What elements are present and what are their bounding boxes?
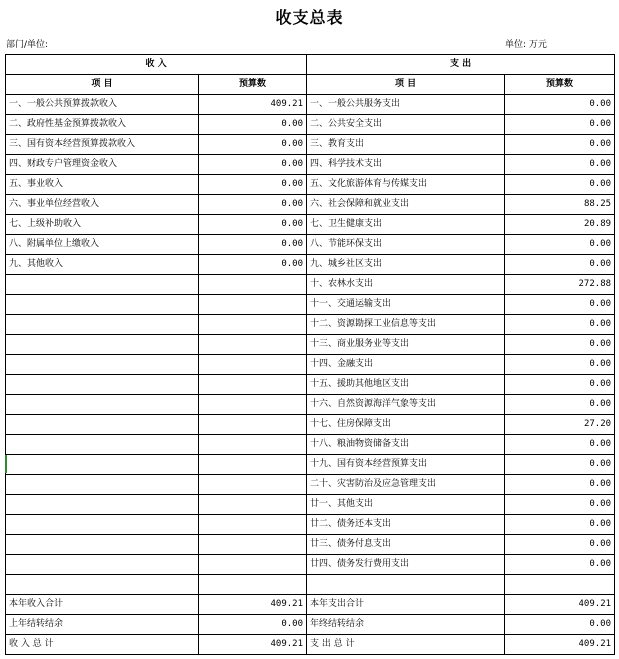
income-value-cell (199, 475, 307, 495)
expense-value-cell: 0.00 (505, 155, 615, 175)
expense-item-cell: 六、社会保障和就业支出 (307, 195, 505, 215)
table-row (6, 395, 615, 415)
income-item-cell (6, 495, 199, 515)
expense-value-cell: 0.00 (505, 335, 615, 355)
expense-item-cell: 廿四、债务发行费用支出 (307, 555, 505, 575)
income-item-cell (6, 555, 199, 575)
income-value-cell (199, 395, 307, 415)
expense-value-cell: 0.00 (505, 395, 615, 415)
income-value-cell (199, 415, 307, 435)
table-row (6, 535, 615, 555)
table-row (6, 515, 615, 535)
expense-value-cell: 0.00 (505, 435, 615, 455)
table-row (6, 435, 615, 455)
income-value-cell (199, 535, 307, 555)
expense-value-cell: 20.89 (505, 215, 615, 235)
income-value-cell (199, 455, 307, 475)
table-row (6, 555, 615, 575)
expense-value-cell: 0.00 (505, 315, 615, 335)
table-row (6, 455, 615, 475)
expense-value-cell: 409.21 (505, 635, 615, 655)
expense-value-cell: 0.00 (505, 535, 615, 555)
income-budget-header: 预算数 (199, 75, 307, 95)
table-row (6, 235, 615, 255)
income-value-cell: 409.21 (199, 635, 307, 655)
table-row (6, 195, 615, 215)
expense-value-cell: 0.00 (505, 115, 615, 135)
income-section-header: 收 入 (6, 55, 307, 75)
cell-selection-marker (5, 455, 7, 473)
expense-value-cell: 0.00 (505, 475, 615, 495)
expense-item-cell: 十六、自然资源海洋气象等支出 (307, 395, 505, 415)
expense-item-cell: 十二、资源勘探工业信息等支出 (307, 315, 505, 335)
income-value-cell: 0.00 (199, 615, 307, 635)
expense-item-cell: 支 出 总 计 (307, 635, 505, 655)
income-item-cell (6, 455, 199, 475)
expense-item-cell: 八、节能环保支出 (307, 235, 505, 255)
income-value-cell (199, 315, 307, 335)
income-value-cell (199, 495, 307, 515)
income-item-cell: 六、事业单位经营收入 (6, 195, 199, 215)
expense-item-cell: 廿二、债务还本支出 (307, 515, 505, 535)
expense-item-cell: 七、卫生健康支出 (307, 215, 505, 235)
expense-value-cell: 0.00 (505, 355, 615, 375)
income-item-cell (6, 395, 199, 415)
expense-value-cell: 88.25 (505, 195, 615, 215)
expense-item-header: 项 目 (307, 75, 505, 95)
income-value-cell (199, 515, 307, 535)
total-row (6, 635, 615, 655)
income-value-cell (199, 275, 307, 295)
table-row (6, 215, 615, 235)
expense-value-cell: 0.00 (505, 615, 615, 635)
income-item-cell (6, 335, 199, 355)
income-item-cell (6, 575, 199, 595)
header-row-sections (6, 55, 615, 75)
expense-value-cell: 0.00 (505, 95, 615, 115)
expense-item-cell: 二十、灾害防治及应急管理支出 (307, 475, 505, 495)
table-row (6, 175, 615, 195)
income-item-cell (6, 475, 199, 495)
expense-item-cell: 十四、金融支出 (307, 355, 505, 375)
header-row-columns (6, 75, 615, 95)
expense-value-cell: 0.00 (505, 295, 615, 315)
income-value-cell (199, 435, 307, 455)
table-row (6, 335, 615, 355)
meta-row (0, 36, 619, 54)
income-value-cell: 0.00 (199, 195, 307, 215)
table-row (6, 355, 615, 375)
income-item-cell: 上年结转结余 (6, 615, 199, 635)
income-value-cell (199, 295, 307, 315)
income-value-cell (199, 335, 307, 355)
expense-item-cell (307, 575, 505, 595)
expense-item-cell: 十三、商业服务业等支出 (307, 335, 505, 355)
income-item-cell: 一、一般公共预算拨款收入 (6, 95, 199, 115)
income-value-cell: 0.00 (199, 215, 307, 235)
income-value-cell: 0.00 (199, 135, 307, 155)
expense-item-cell: 本年支出合计 (307, 595, 505, 615)
total-row (6, 595, 615, 615)
income-value-cell (199, 555, 307, 575)
income-value-cell: 0.00 (199, 235, 307, 255)
table-row (6, 575, 615, 595)
income-item-cell: 三、国有资本经营预算拨款收入 (6, 135, 199, 155)
table-row (6, 115, 615, 135)
expense-section-header: 支 出 (307, 55, 615, 75)
income-item-cell: 收 入 总 计 (6, 635, 199, 655)
income-item-cell: 本年收入合计 (6, 595, 199, 615)
expense-value-cell: 0.00 (505, 375, 615, 395)
table-row (6, 135, 615, 155)
unit-label: 单位: 万元 (505, 40, 547, 50)
income-value-cell: 409.21 (199, 595, 307, 615)
expense-item-cell: 三、教育支出 (307, 135, 505, 155)
expense-item-cell: 十七、住房保障支出 (307, 415, 505, 435)
income-item-cell: 五、事业收入 (6, 175, 199, 195)
expense-item-cell: 十九、国有资本经营预算支出 (307, 455, 505, 475)
dept-label: 部门/单位: (6, 40, 49, 50)
income-value-cell (199, 375, 307, 395)
expense-item-cell: 九、城乡社区支出 (307, 255, 505, 275)
expense-value-cell: 0.00 (505, 235, 615, 255)
expense-item-cell: 二、公共安全支出 (307, 115, 505, 135)
income-item-header: 项 目 (6, 75, 199, 95)
table-row (6, 155, 615, 175)
expense-value-cell: 0.00 (505, 495, 615, 515)
income-value-cell: 0.00 (199, 175, 307, 195)
table-row (6, 255, 615, 275)
table-row (6, 315, 615, 335)
table-row (6, 275, 615, 295)
income-item-cell (6, 315, 199, 335)
expense-value-cell: 0.00 (505, 515, 615, 535)
expense-item-cell: 五、文化旅游体育与传媒支出 (307, 175, 505, 195)
expense-item-cell: 四、科学技术支出 (307, 155, 505, 175)
income-value-cell: 0.00 (199, 255, 307, 275)
table-row (6, 475, 615, 495)
expense-item-cell: 十八、粮油物资储备支出 (307, 435, 505, 455)
income-value-cell: 0.00 (199, 115, 307, 135)
expense-value-cell: 27.20 (505, 415, 615, 435)
summary-table (5, 54, 615, 655)
income-item-cell: 九、其他收入 (6, 255, 199, 275)
income-item-cell: 七、上级补助收入 (6, 215, 199, 235)
income-item-cell: 八、附属单位上缴收入 (6, 235, 199, 255)
expense-value-cell: 272.88 (505, 275, 615, 295)
income-item-cell (6, 375, 199, 395)
income-item-cell (6, 535, 199, 555)
page-title: 收支总表 (275, 8, 344, 27)
income-item-cell (6, 415, 199, 435)
expense-item-cell: 十五、援助其他地区支出 (307, 375, 505, 395)
total-row (6, 615, 615, 635)
income-value-cell (199, 355, 307, 375)
table-row (6, 495, 615, 515)
income-item-cell (6, 355, 199, 375)
expense-value-cell: 0.00 (505, 175, 615, 195)
expense-value-cell: 0.00 (505, 135, 615, 155)
income-item-cell (6, 435, 199, 455)
income-value-cell: 0.00 (199, 155, 307, 175)
expense-value-cell: 0.00 (505, 255, 615, 275)
income-item-cell (6, 295, 199, 315)
expense-value-cell: 0.00 (505, 455, 615, 475)
expense-item-cell: 十一、交通运输支出 (307, 295, 505, 315)
expense-value-cell (505, 575, 615, 595)
income-value-cell (199, 575, 307, 595)
income-item-cell: 二、政府性基金预算拨款收入 (6, 115, 199, 135)
expense-item-cell: 一、一般公共服务支出 (307, 95, 505, 115)
table-row (6, 295, 615, 315)
table-row (6, 415, 615, 435)
income-item-cell: 四、财政专户管理资金收入 (6, 155, 199, 175)
income-item-cell (6, 275, 199, 295)
expense-value-cell: 409.21 (505, 595, 615, 615)
income-item-cell (6, 515, 199, 535)
expense-item-cell: 十、农林水支出 (307, 275, 505, 295)
expense-budget-header: 预算数 (505, 75, 615, 95)
expense-item-cell: 年终结转结余 (307, 615, 505, 635)
expense-value-cell: 0.00 (505, 555, 615, 575)
table-row (6, 95, 615, 115)
income-value-cell: 409.21 (199, 95, 307, 115)
expense-item-cell: 廿三、债务付息支出 (307, 535, 505, 555)
expense-item-cell: 廿一、其他支出 (307, 495, 505, 515)
table-row (6, 375, 615, 395)
